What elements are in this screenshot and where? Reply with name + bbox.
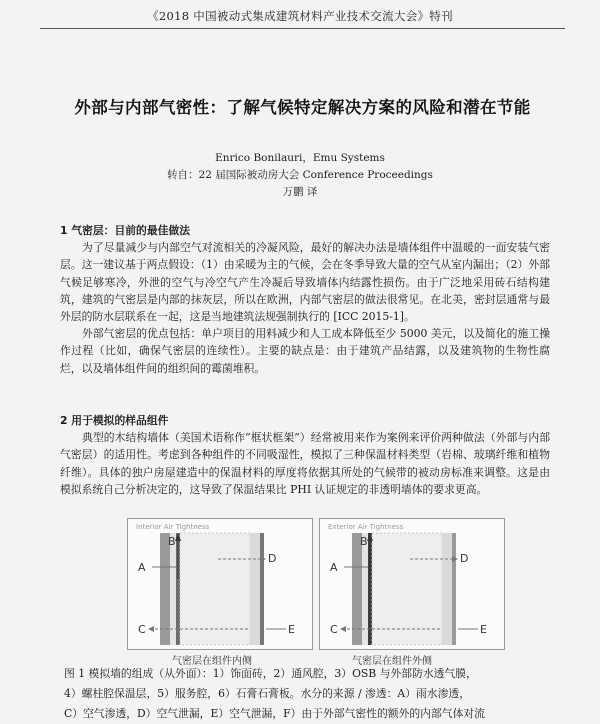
wall-section-diagram bbox=[320, 519, 504, 649]
article-title: 外部与内部气密性：了解气候特定解决方案的风险和潜在节能 bbox=[74, 98, 531, 117]
layer-stud-insulation bbox=[180, 533, 250, 645]
layer-facing-brick bbox=[352, 533, 362, 645]
section-heading: 1 气密层：目前的最佳做法 bbox=[60, 224, 191, 237]
subcaption-exterior: 气密层在组件外侧 bbox=[352, 656, 432, 667]
layer-stud-insulation bbox=[372, 533, 442, 645]
label-B: B bbox=[168, 535, 176, 548]
label-C: C bbox=[330, 623, 338, 636]
header-rule bbox=[40, 28, 565, 29]
figure-panel-exterior bbox=[319, 518, 505, 650]
panel-faint-title: Exterior Air Tightness bbox=[328, 523, 404, 531]
author-line: Enrico Bonilauri，Emu Systems bbox=[215, 152, 385, 164]
label-E: E bbox=[288, 623, 295, 636]
translator-line: 万鹏 译 bbox=[282, 186, 318, 198]
paragraph: 典型的木结构墙体（美国术语称作“框状框架”）经常被用来作为案例来评价两种做法（外部与内部气密层）的适用性。考虑到各种组件的不同吸湿性，模拟了三种保温材料类型（岩棉、玻璃纤维和植物纤维）。具体的独户房屋建造中的保温材料的厚度将依据其所处的气候带的被动房标准来调整。这是由模拟系统自己分析决定的，这导致了保温结果比 PHI 认证规定的非透明墙体的要求更高。 bbox=[60, 431, 550, 496]
layer-facing-brick bbox=[160, 533, 170, 645]
source-line: 转自：22 届国际被动房大会 Conference Proceedings bbox=[167, 169, 433, 181]
caption-line: 4）螺柱腔保温层，5）服务腔，6）石膏石膏板。水分的来源 / 渗透：A）雨水渗透， bbox=[64, 687, 470, 700]
layer-ventilation-cavity bbox=[362, 533, 368, 645]
label-B: B bbox=[360, 535, 368, 548]
figure-panel-interior bbox=[127, 518, 313, 650]
label-A: A bbox=[138, 561, 146, 574]
author-block bbox=[0, 150, 600, 201]
running-head: 《2018 中国被动式集成建筑材料产业技术交流大会》特刊 bbox=[147, 9, 453, 23]
figure-caption bbox=[64, 664, 554, 724]
label-E: E bbox=[480, 623, 487, 636]
paragraph: 外部气密层的优点包括：单户项目的用料减少和人工成本降低至少 5000 美元，以及简化的施工操作过程（比如，确保气密层的连续性）。主要的缺点是：由于建筑产品结露，以及建筑物的生物性腐烂，以及墙体组件间的组织间的霉菌堆积。 bbox=[60, 327, 550, 375]
layer-ventilation-cavity bbox=[170, 533, 176, 645]
wall-section-diagram bbox=[128, 519, 312, 649]
label-D: D bbox=[460, 552, 469, 565]
label-C: C bbox=[138, 623, 146, 636]
caption-line: C）空气渗透，D）空气泄漏，E）空气泄漏，F）由于外部气密性的额外的内部气体对流 bbox=[64, 707, 485, 720]
label-A: A bbox=[330, 561, 338, 574]
paragraph: 为了尽量减少与内部空气对流相关的冷凝风险，最好的解决办法是墙体组件中温暖的一面安装气密层。这一建议基于两点假设：（1）由采暖为主的气候，会在冬季导致大量的空气从室内漏出；（2）外部气候足够寒冷，外泄的空气与冷空气产生冷凝后导致墙体内结露性损伤。由于广泛地采用砖石结构建筑，建筑的气密层是内部的抹灰层，所以在欧洲，内部气密层的做法很常见。在北美，密封层通常与最外层的防水层联系在一起，这是当地建筑法规强制执行的 [ICC 2015-1]。 bbox=[60, 241, 550, 324]
section-1 bbox=[60, 222, 550, 377]
label-D: D bbox=[268, 552, 277, 565]
caption-line: 图 1 模拟墙的组成（从外面）：1）饰面砖，2）通风腔，3）OSB 与外部防水透气膜， bbox=[64, 667, 477, 680]
layer-gypsum-board bbox=[260, 533, 264, 645]
panel-faint-title: Interior Air Tightness bbox=[136, 523, 210, 531]
layer-service-cavity bbox=[442, 533, 452, 645]
subcaption-interior: 气密层在组件内侧 bbox=[172, 656, 252, 667]
section-2 bbox=[60, 412, 550, 498]
section-heading: 2 用于模拟的样品组件 bbox=[60, 414, 169, 427]
layer-gypsum-board bbox=[452, 533, 456, 645]
layer-service-cavity bbox=[250, 533, 260, 645]
figure-1 bbox=[127, 518, 503, 648]
